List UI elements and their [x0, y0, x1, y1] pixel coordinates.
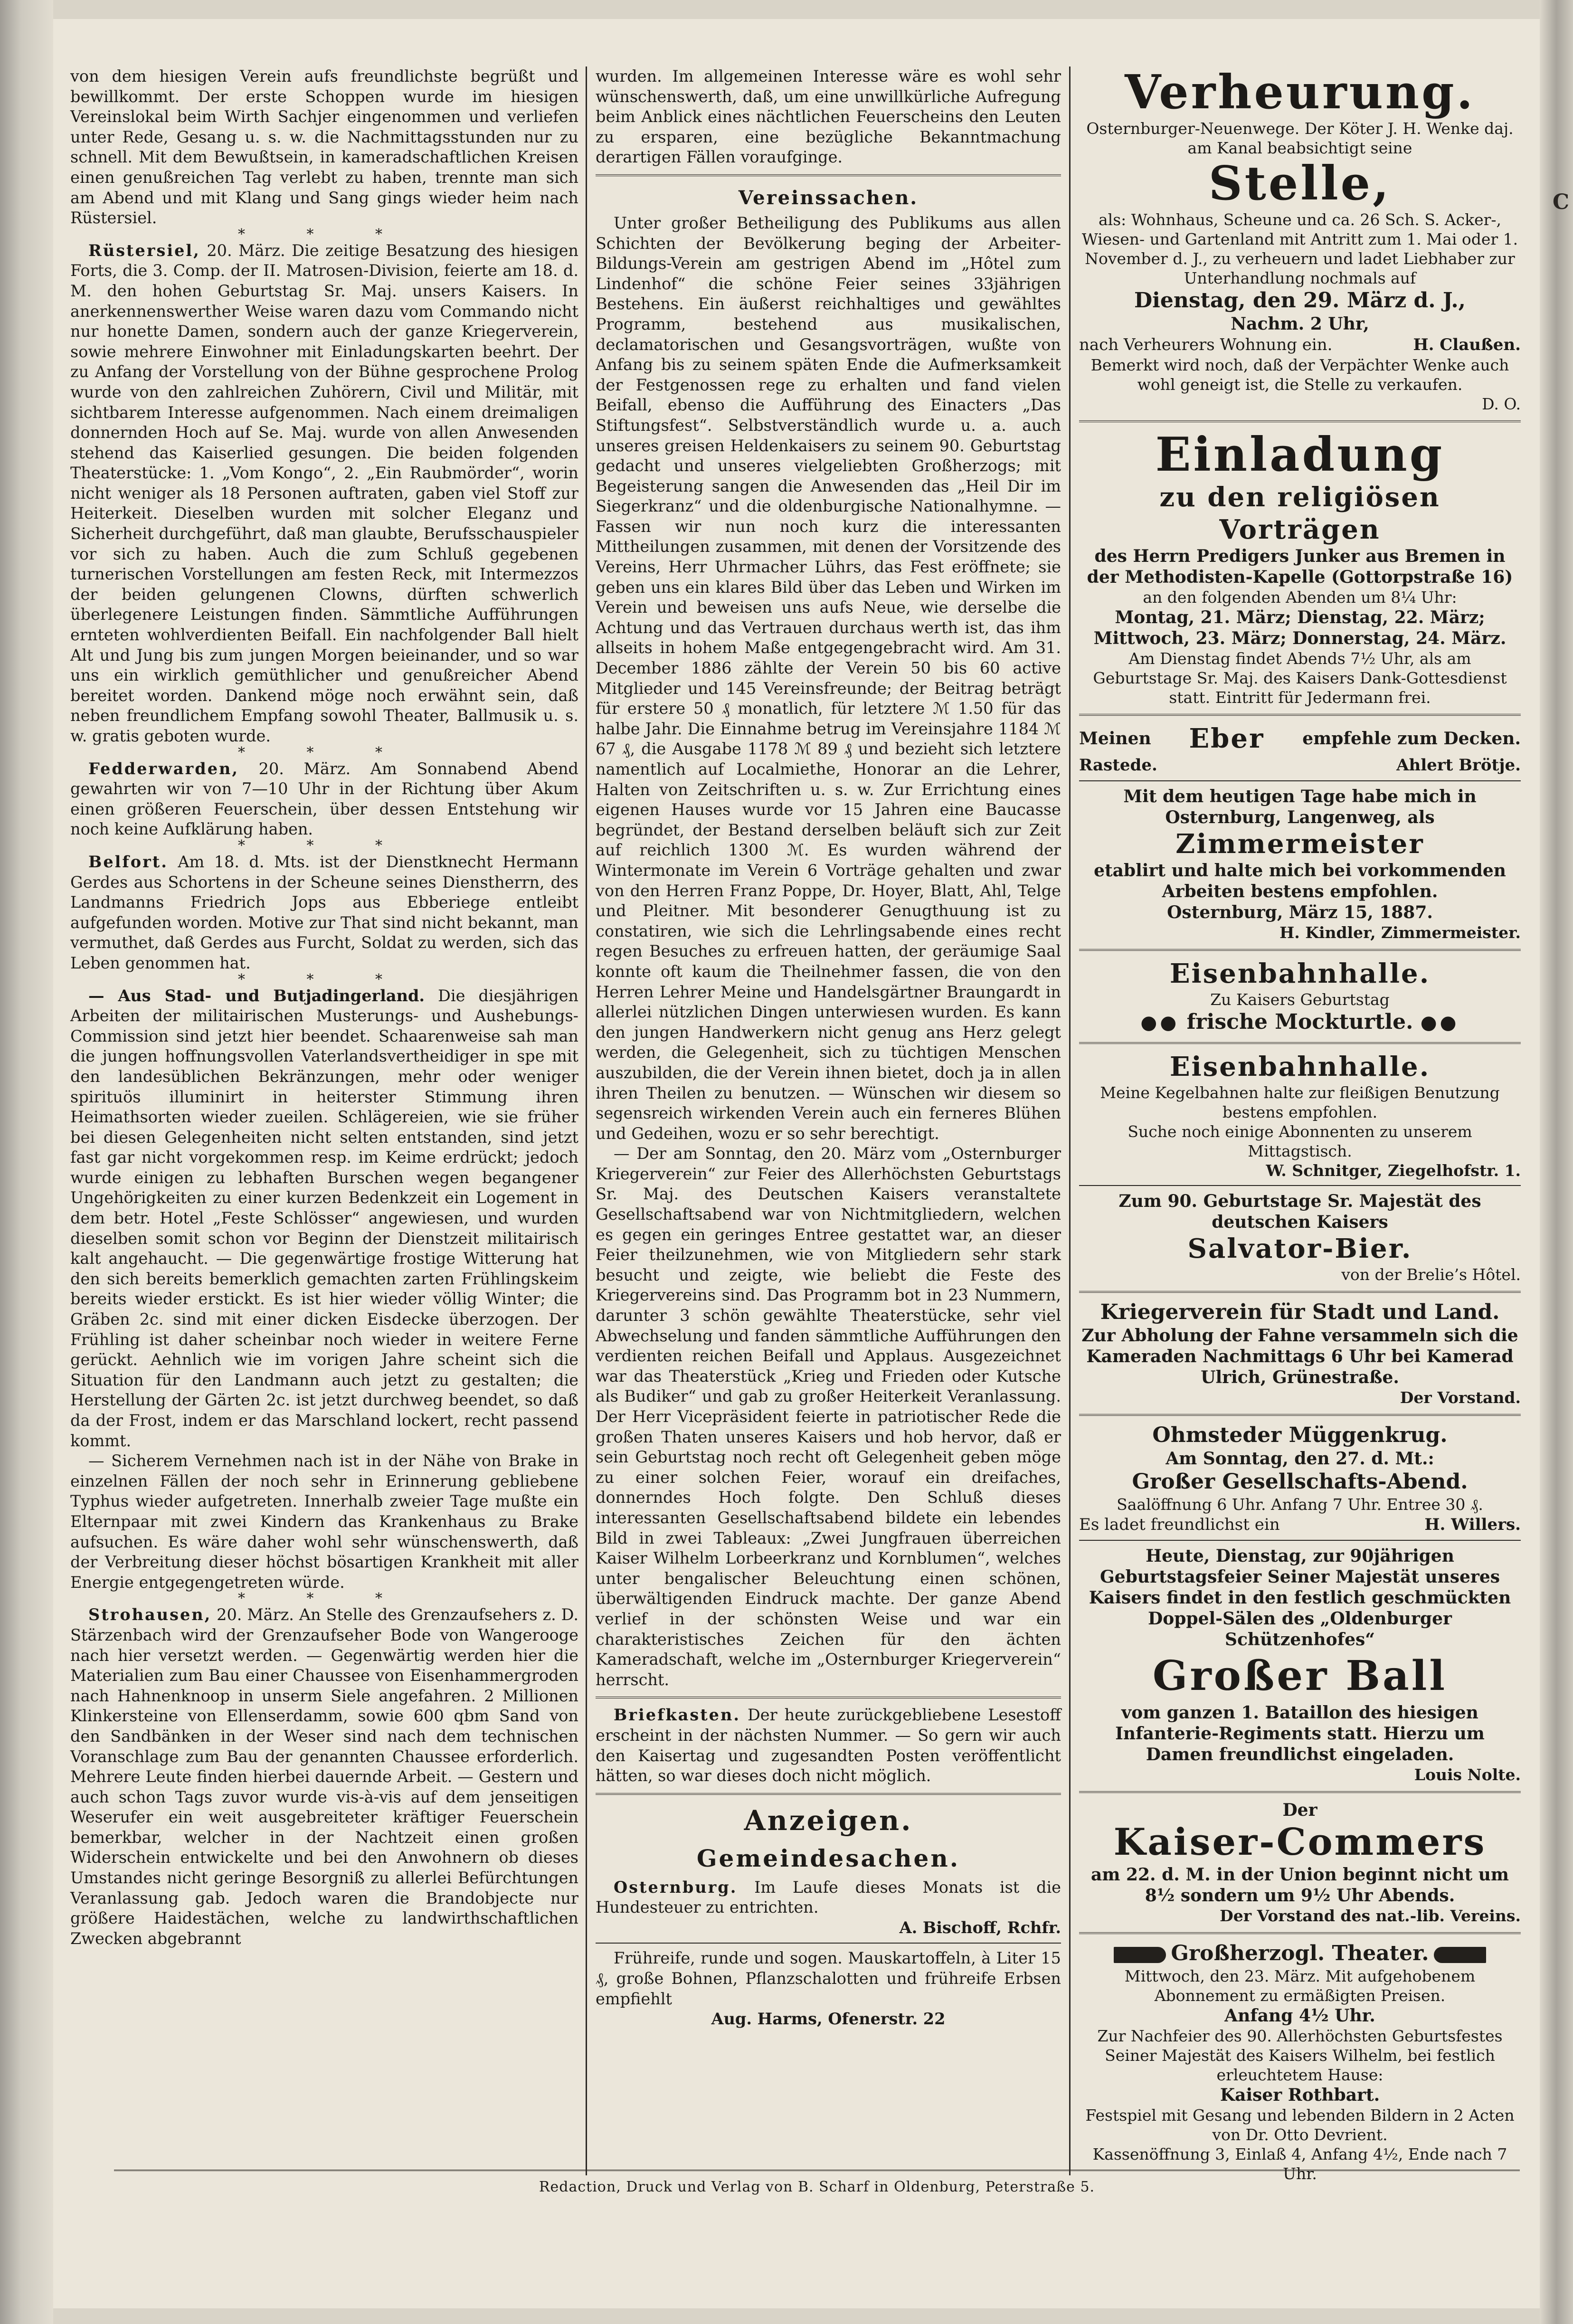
ad-salvator-bier — [1079, 1191, 1521, 1284]
ad-eisenbahnhalle-line: Zu Kaisers Geburtstag — [1210, 990, 1390, 1009]
ad-commers-line: am 22. d. M. in der Union beginnt nicht um 8½ sondern um 9½ Uhr Abends. — [1091, 1865, 1509, 1906]
ad-einladung-title: Einladung — [1155, 427, 1445, 482]
ad-salvator-title: Salvator-Bier. — [1187, 1233, 1412, 1264]
ad-eisenbahnhalle-title: Eisenbahnhalle. — [1169, 958, 1431, 989]
section-rule — [596, 174, 1061, 176]
ad-theater-times: Kassenöffnung 3, Einlaß 4, Anfang 4½, Ende nach 7 Uhr. — [1092, 2145, 1507, 2183]
ad-zimmermeister-title: Zimmermeister — [1175, 828, 1424, 860]
ad-rule — [1079, 1932, 1521, 1934]
ad-zimmermeister-line: Mit dem heutigen Tage habe mich in Osternburg, Langenweg, als — [1123, 787, 1477, 827]
ad-kriegerverein-signature: Der Vorstand. — [1400, 1388, 1521, 1407]
article-brake-typhus: — Sicherem Vernehmen nach ist in der Nähe von Brake in einzelnen Fällen der noch sehr in Erinnerung gebliebene Typhus wieder aufgetreten. Innerhalb zweier Tage mußte ein Elternpaar mit zwei Kindern das Krankenhaus zu Brake aufsuchen. Es wäre daher wohl sehr wünschenswerth, daß der Verbreitung dieser höchst bösartigen Krankheit mit aller Energie entgegengetreten würde. — [70, 1451, 578, 1592]
ad-verheurung-time: Nachm. 2 Uhr, — [1231, 314, 1369, 334]
ad-muggenkrug-subtitle: Großer Gesellschafts-Abend. — [1132, 1470, 1468, 1494]
section-stars: * * * — [237, 226, 411, 243]
ad-zimmermeister — [1079, 786, 1521, 942]
section-stars: * * * — [237, 837, 411, 854]
ad-rule — [1079, 420, 1521, 422]
ad-verheurung — [1079, 66, 1521, 414]
ad-rule — [1079, 949, 1521, 951]
ad-eisenbahnhalle-2 — [1079, 1051, 1521, 1180]
ad-rule — [1079, 780, 1521, 781]
ad-rule — [1079, 1540, 1521, 1541]
article-continuation: wurden. Im allgemeinen Interesse wäre es wohl sehr wünschenswerth, daß, um eine unwillkürliche Aufregung beim Anblick eines nächtlichen Feuerscheins den Leuten zu ersparen, eine bezügliche Bekanntmachung derartigen Fällen voraufginge. — [596, 67, 1061, 167]
ad-verheurung-title: Verheurung. — [1125, 65, 1475, 120]
ad-zimmermeister-line: etablirt und halte mich bei vorkommenden Arbeiten bestens empfohlen. — [1094, 861, 1506, 901]
ad-verheurung-line: als: Wohnhaus, Scheune und ca. 26 Sch. S. Acker-, Wiesen- und Gartenland mit Antritt zum 1. Mai oder 1. November d. J., zu verheuern und ladet Liebhaber zur Unterhandlung nochmals auf — [1081, 210, 1518, 287]
ad-eisenbahnhalle-1: Eisenbahnhalle. Zu Kaisers Geburtstag ●● frische Mockturtle. ●● — [1079, 958, 1521, 1035]
ad-verheurung-initials: D. O. — [1482, 395, 1521, 413]
section-rule — [596, 1793, 1061, 1795]
column-middle — [596, 66, 1061, 2161]
ad-ball-line: Heute, Dienstag, zur 90jährigen Geburtstagsfeier Seiner Majestät unseres Kaisers findet in den festlich geschmückten — [1089, 1546, 1511, 1608]
ad-theater-line: Mittwoch, den 23. März. Mit aufgehobenem Abonnement zu ermäßigten Preisen. — [1124, 1967, 1476, 2005]
ad-muggenkrug-title: Ohmsteder Müggenkrug. — [1152, 1423, 1448, 1447]
ad-verheurung-sign-row: nach Verheurers Wohnung ein. H. Claußen. — [1079, 335, 1521, 354]
ad-einladung-line: Am Dienstag findet Abends 7½ Uhr, als am Geburtstage Sr. Maj. des Kaisers Dank-Gottesdienst statt. Eintritt für Jedermann frei. — [1093, 649, 1507, 707]
ad-muggenkrug-date: Am Sonntag, den 27. d. Mt.: — [1166, 1449, 1434, 1469]
ad-kartoffeln-signature: Aug. Harms, Ofenerstr. 22 — [711, 2010, 946, 2029]
article-fedderwarden: Fedderwarden, 20. März. Am Sonnabend Abend gewahrten wir von 7—10 Uhr in der Richtung über Akum einen größeren Feuerschein, über dessen Entstehung wir noch keine Aufklärung haben. — [70, 759, 578, 839]
ad-muggenkrug: Ohmsteder Müggenkrug. Am Sonntag, den 27. d. Mt.: Großer Gesellschafts-Abend. Saalöffnung 6 Uhr. Anfang 7 Uhr. Entree 30 ₰. Es ladet freundlichst ein H. Willers. — [1079, 1423, 1521, 1534]
book-gutter-edge — [0, 0, 53, 2324]
ad-rule — [1079, 1291, 1521, 1293]
ad-einladung — [1079, 429, 1521, 707]
ad-ball-venue: Doppel-Sälen des „Oldenburger Schützenhofes“ — [1148, 1609, 1452, 1650]
heading-anzeigen: Anzeigen. — [744, 1804, 913, 1837]
briefkasten: Briefkasten. Der heute zurückgebliebene Lesestoff erscheint in der nächsten Nummer. — So gern wir auch den Kaisertag und zugesandten Posten veröffentlicht hätten, so war dieses doch nicht möglich. — [596, 1706, 1061, 1785]
ad-commers-article: Der — [1282, 1800, 1317, 1820]
ad-ball-line: vom ganzen 1. Bataillon des hiesigen Infanterie-Regiments statt. Hierzu um Damen freundlichst eingeladen. — [1115, 1703, 1485, 1764]
ad-zimmermeister-signature: H. Kindler, Zimmermeister. — [1279, 923, 1521, 942]
ad-verheurung-stelle: Stelle, — [1208, 156, 1392, 211]
ad-theater — [1079, 1941, 1521, 2183]
ad-einladung-subtitle: zu den religiösen Vorträgen — [1159, 482, 1440, 545]
ad-rule — [1079, 1791, 1521, 1793]
article-continuation: von dem hiesigen Verein aufs freundlichste begrüßt und bewillkommt. Der erste Schoppen wurde im hiesigen Vereinslokal beim Wirth Sachjer eingenommen und verliefen unter Rede, Gesang u. s. w. die Nachmittagsstunden nur zu schnell. Mit dem Bewußtsein, in kameradschaftlichen Kreisen einen genußreichen Tag verlebt zu haben, trennte man sich am Abend und mit Klang und Sang gings wieder heim nach Rüstersiel. — [70, 67, 578, 228]
article-arbeiter-bildungsverein: Unter großer Betheiligung des Publikums aus allen Schichten der Bevölkerung beging der Arbeiter-Bildungs-Verein am gestrigen Abend im „Hôtel zum Lindenhof“ die schöne Feier seines 33jährigen Bestehens. Ein äußerst reichhaltiges und gewähltes Programm, bestehend aus musikalischen, declamatorischen und Gesangsvorträgen, wußte von Anfang bis zu seinem späten Ende die Aufmerksamkeit der Festgenossen rege zu erhalten und fand vielen Beifall, ebenso die Aufführung des Einacters „Das Stiftungsfest“. Selbstverständlich wurde u. a. auch unseres greisen Heldenkaisers zu seinem 90. Geburtstag gedacht und unseres vielgeliebten Großherzogs; mit Begeisterung sangen die Anwesenden das „Heil Dir im Siegerkranz“ und die oldenburgische Nationalhymne. — Fassen wir nun noch kurz die interessanten Mittheilungen zusammen, mit denen der Vorsitzende des Vereins, Herr Uhrmacher Lührs, das Fest eröffnete; sie geben uns ein klares Bild über das Leben und Wirken im Verein und beweisen uns aufs Neue, wie derselbe die Achtung und das Vertrauen durchaus werth ist, das ihm allseits in hohem Maße entgegengebracht wird. Am 31. December 1886 zählte der Verein 50 bis 60 active Mitglieder und 145 Vereinsfreunde; der Beitrag beträgt für erstere 50 ₰ monatlich, für letztere ℳ 1.50 für das halbe Jahr. Die Einnahme betrug im Vereinsjahre 1184 ℳ 67 ₰, die Ausgabe 1178 ℳ 89 ₰ und bezieht sich letztere namentlich auf Localmiethe, Honorar an die Lehrer, Halten von Zeitschriften u. s. w. Zur Errichtung eines eigenen Hauses wurde vor 15 Jahren eine Baucasse begründet, der Bestand derselben beläuft sich zur Zeit auf reichlich 1300 ℳ. Es wurden während der Wintermonate im Verein 6 Vorträge gehalten und zwar von den Herren Franz Poppe, Dr. Hoyer, Blatt, Ahl, Telge und Pleitner. Mit besonderer Genugthuung ist zu constatiren, wie sich die Lehrlingsabende eines recht regen Besuches zu erfreuen hatten, der geräumige Saal konnte oft kaum die Theilnehmer fassen, die von den Herren Lehrer Meine und Handelsgärtner Braungardt in allerlei nützlichen Dingen unterwiesen wurden. Es kann den jungen Handwerkern nicht genug ans Herz gelegt werden, die Gelegenheit, sich zu tüchtigen Menschen auszubilden, die der Verein ihnen bietet, doch ja in allen ihren Theilen zu benutzen. — Wünschen wir diesem so segensreich wirkenden Verein auch ein ferneres Blühen und Gedeihen, wozu er so sehr berechtigt. — [596, 213, 1061, 1143]
column-divider-1 — [586, 66, 587, 2175]
ad-kriegerverein — [1079, 1300, 1521, 1407]
ad-rule — [1079, 1185, 1521, 1186]
ad-rule — [596, 1943, 1061, 1944]
ad-theater-line: Festspiel mit Gesang und lebenden Bildern in 2 Acten von Dr. Otto Devrient. — [1085, 2106, 1515, 2144]
ad-kaiser-commers — [1079, 1800, 1521, 1926]
article-belfort: Belfort. Am 18. d. Mts. ist der Dienstknecht Hermann Gerdes aus Schortens in der Scheune seines Dienstherrn, des Landmanns Friedrich Jops aus Ebberiege entleibt aufgefunden worden. Motive zur That sind nicht bekannt, man vermuthet, daß Gerdes aus Furcht, Soldat zu werden, sich das Leben genommen hat. — [70, 852, 578, 972]
ad-ball-title: Großer Ball — [1152, 1652, 1448, 1700]
heading-vereinssachen: Vereinssachen. — [738, 186, 919, 209]
ad-verheurung-line: Bemerkt wird noch, daß der Verpächter Wenke auch wohl geneigt ist, die Stelle zu verkaufen. — [1090, 356, 1509, 394]
ad-zimmermeister-date: Osternburg, März 15, 1887. — [1167, 902, 1433, 922]
column-left — [70, 66, 578, 2161]
ad-grosser-ball — [1079, 1546, 1521, 1784]
article-ruestersiel: Rüstersiel, 20. März. Die zeitige Besatzung des hiesigen Forts, die 3. Comp. der II. Matrosen-Division, feierte am 18. d. M. den hohen Geburtstag Sr. Maj. unsers Kaisers. In anerkennenswerther Weise waren dazu vom Commando nicht nur honette Damen, sondern auch der ganze Kriegerverein, sowie mehrere Einwohner mit Einladungskarten beehrt. Der zu Anfang der Vorstellung von der Bühne gesprochene Prolog wurde von den zahlreichen Zuhörern, Civil und Militär, mit sichtbarem Interesse aufgenommen. Nach einem dreimaligen donnernden Hoch auf Se. Maj. wurde von allen Anwesenden stehend das Kaiserlied gesungen. Die beiden folgenden Theaterstücke: 1. „Vom Kongo“, 2. „Ein Raubmörder“, worin nicht weniger als 18 Personen auftraten, gaben viel Stoff zur Heiterkeit. Dieselben wurden mit solcher Eleganz und Sicherheit durchgeführt, daß man glaubte, Berufsschauspieler vor sich zu haben. Auch die zum Schluß gegebenen turnerischen Vorstellungen am festen Reck, mit Intermezzos der beiden gelungenen Clowns, dürften schwerlich überlegenere Leistungen finden. Sämmtliche Aufführungen ernteten wohlverdienten Beifall. Ein nachfolgender Ball hielt Alt und Jung bis zum jungen Morgen beieinander, und so war uns ein wirklich gemüthlicher und genußreicher Abend bereitet worden. Dankend möge noch erwähnt sein, daß neben freundlichem Empfang sowohl Theater, Ballmusik u. s. w. gratis geboten wurde. — [70, 241, 578, 745]
ad-einladung-line: des Herrn Predigers Junker aus Bremen in der Methodisten-Kapelle (Gottorpstraße 16) — [1087, 546, 1513, 587]
ad-einladung-dates: Montag, 21. März; Dienstag, 22. März; Mittwoch, 23. März; Donnerstag, 24. März. — [1093, 607, 1507, 648]
notice-signature: A. Bischoff, Rchfr. — [899, 1918, 1061, 1937]
ornament-icon: ●● — [1140, 1011, 1180, 1034]
ad-ball-signature: Louis Nolte. — [1414, 1765, 1521, 1784]
ad-verheurung-line: Osternburger-Neuenwege. Der Köter J. H. Wenke daj. am Kanal beabsichtigt seine — [1086, 119, 1514, 157]
ad-salvator-line: Zum 90. Geburtstage Sr. Majestät des deutschen Kaisers — [1118, 1191, 1481, 1232]
ad-muggenkrug-line: Saalöffnung 6 Uhr. Anfang 7 Uhr. Entree 30 ₰. — [1117, 1495, 1483, 1514]
ad-rule — [1079, 1042, 1521, 1044]
section-stars: * * * — [237, 971, 411, 988]
ad-theater-play: Kaiser Rothbart. — [1220, 2085, 1380, 2105]
pointing-hand-icon — [1114, 1947, 1166, 1963]
ad-kriegerverein-title: Kriegerverein für Stadt und Land. — [1100, 1300, 1500, 1324]
ad-commers-title: Kaiser-Commers — [1113, 1821, 1487, 1864]
ad-commers-signature: Der Vorstand des nat.-lib. Vereins. — [1220, 1907, 1521, 1925]
ad-rule — [1079, 1414, 1521, 1416]
ad-kriegerverein-line: Zur Abholung der Fahne versammeln sich die Kameraden Nachmittags 6 Uhr bei Kamerad Ulrich, Grünestraße. — [1081, 1326, 1518, 1387]
column-divider-2 — [1069, 66, 1071, 2175]
footer-rule — [114, 2170, 1520, 2171]
ad-rule — [1079, 714, 1521, 716]
article-stad-butjadingerland: — Aus Stad- und Butjadingerland. Die diesjährigen Arbeiten der militairischen Musterungs- und Aushebungs-Commission sind jetzt hier beendet. Schaarenweise sah man die jungen hoffnungsvollen Vaterlandsvertheidiger in spe mit den landesüblichen Bekränzungen, mehr oder weniger spirituös illuminirt in heiterster Stimmung ihren Heimathsorten wieder zueilen. Schlägereien, wie sie früher bei diesen Gelegenheiten nicht selten entstanden, sind jetzt fast gar nicht vorgekommen resp. im Keime erdrückt; jedoch wurde einigen zu lebhaften Burschen wegen begangener Ungehörigkeiten zu einer kurzen Bedenkzeit ein Logement in dem betr. Hotel „Feste Schlösser“ angewiesen, und wurden dieselben somit schon vor Beginn der Dienstzeit militairisch kalt angehaucht. — Die gegenwärtige frostige Witterung hat den sich bereits bemerklich gemachten zarten Frühlingskeim bereits wieder erstickt. Es ist hier wieder völlig Winter; die Gräben 2c. sind mit einer dicken Eisdecke überzogen. Der Frühling ist daher scheinbar noch wieder in weitere Ferne gerückt. Aehnlich wie im vorigen Jahre scheint sich die Situation für den Landmann auch jetzt zu gestalten; die Herstellung der Gärten 2c. ist jetzt durchweg beendet, so daß da der Frost, indem er das Marschland lockert, recht passend kommt. — [70, 986, 578, 1450]
next-page-glyph: C — [1552, 190, 1569, 214]
ad-eisenbahnhalle-line: Suche noch einige Abonnenten zu unserem Mittagstisch. — [1128, 1122, 1472, 1160]
article-strohausen: Strohausen, 20. März. An Stelle des Grenzaufsehers z. D. Stärzenbach wird der Grenzaufseher Bode von Wangerooge nach hier versetzt werden. — Gegenwärtig werden hier die Materialien zum Bau einer Chaussee von Eisenhammergroden nach Hahnenknoop in unserm Siele angefahren. 2 Millionen Klinkersteine von Ellenserdamm, sowie 600 qbm Sand von den Sandbänken in der Weser sind nach dem technischen Voranschlage zum Bau der genannten Chaussee erforderlich. Mehrere Leute finden hierbei dauernde Arbeit. — Gestern und auch schon Tags zuvor wurde vis-à-vis auf dem jenseitigen Weserufer ein weit ausgebreiteter kräftiger Feuerschein bemerkbar, welcher in der Nachtzeit einen großen Widerschein entwickelte und bei den Anwohnern ob dieses Umstandes nicht geringe Besorgniß zu allerlei Befürchtungen Veranlassung gab. Jedoch waren die Brandobjecte nur größere Haidestächen, welche zu landwirthschaftlichen Zwecken abgebrannt — [70, 1605, 578, 1948]
article-kriegerverein: — Der am Sonntag, den 20. März vom „Osternburger Kriegerverein“ zur Feier des Allerhöchsten Geburtstags Sr. Maj. des Deutschen Kaisers veranstaltete Gesellschaftsabend war von Nichtmitgliedern, welchen es gegen ein geringes Entree gestattet war, an dieser Feier theilzunehmen, wie von Mitgliedern sehr stark besucht und zeigte, wie beliebt die Feste des Kriegervereins sind. Das Programm bot in 23 Nummern, darunter 3 schön gewählte Theaterstücke, sehr viel Abwechselung und fanden sämmtliche Aufführungen den verdienten reichen Beifall und Applaus. Ausgezeichnet war das Theaterstück „Krieg und Frieden oder Kutsche als Budiker“ und gab zu großer Heiterkeit Veranlassung. Der Herr Vicepräsident feierte in patriotischer Rede die großen Thaten unseres Kaisers und hob hervor, daß er sein Geburtstag noch recht oft Gelegenheit geben möge zu einer solchen Feier, worauf ein dreifaches, donnerndes Hoch folgte. Den Schluß dieses interessanten Gesellschaftsabend bildete ein lebendes Bild in zwei Tableaux: „Zwei Jungfrauen überreichen Kaiser Wilhelm Lorbeerkranz und Kornblumen“, welches unter bengalischer Beleuchtung einen schönen, überwältigenden Eindruck machte. Der ganze Abend verlief in der schönsten Weise und war ein charakteristisches Zeichen für den ächten Kameradschaft, welche im „Osternburger Kriegerverein“ herrscht. — [596, 1144, 1061, 1689]
ad-theater-line: Zur Nachfeier des 90. Allerhöchsten Geburtsfestes Seiner Majestät des Kaisers Wilhelm, bei festlich erleuchtetem Hause: — [1097, 2027, 1503, 2084]
section-stars: * * * — [237, 744, 411, 761]
heading-gemeindesachen: Gemeindesachen. — [696, 1844, 960, 1872]
ad-einladung-line: an den folgenden Abenden um 8¼ Uhr: — [1143, 588, 1457, 607]
ad-verheurung-date: Dienstag, den 29. März d. J., — [1134, 288, 1466, 313]
ad-kartoffeln: Frühreife, runde und sogen. Mauskartoffeln, à Liter 15 ₰, große Bohnen, Pflanzschalotten und frühreife Erbsen empfiehlt — [596, 1949, 1061, 2008]
ad-eisenbahnhalle-title: Eisenbahnhalle. — [1169, 1051, 1431, 1082]
imprint-footer: Redaction, Druck und Verlag von B. Scharf in Oldenburg, Peterstraße 5. — [539, 2179, 1095, 2195]
section-stars: * * * — [237, 1590, 411, 1607]
next-page-edge — [1540, 0, 1573, 2324]
section-rule — [596, 1697, 1061, 1698]
ad-theater-start: Anfang 4½ Uhr. — [1224, 2006, 1375, 2026]
ad-eisenbahnhalle-line: Meine Kegelbahnen halte zur fleißigen Benutzung bestens empfohlen. — [1100, 1083, 1500, 1121]
ornament-icon: ●● — [1420, 1011, 1459, 1034]
ad-theater-title: Großherzogl. Theater. — [1171, 1941, 1429, 1965]
notice-hundesteuer: Osternburg. Im Laufe dieses Monats ist die Hundesteuer zu entrichten. — [596, 1878, 1061, 1917]
pointing-hand-icon — [1434, 1947, 1486, 1963]
ad-salvator-signature: von der Brelie’s Hôtel. — [1341, 1265, 1521, 1284]
ad-eisenbahnhalle-signature: W. Schnitger, Ziegelhofstr. 1. — [1266, 1161, 1521, 1180]
column-right-ads — [1079, 65, 1521, 2183]
ad-eber: Meinen Eber empfehle zum Decken. Rastede. Ahlert Brötje. — [1079, 723, 1521, 775]
